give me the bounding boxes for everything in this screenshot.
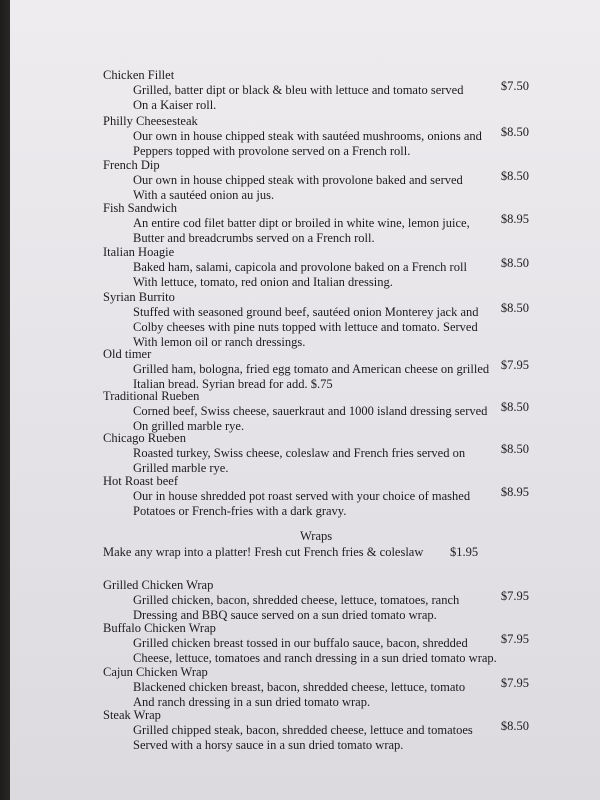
item-price: $7.95 [500, 589, 529, 603]
platter-price: $1.95 [450, 545, 479, 559]
menu-item [103, 389, 533, 434]
item-price: $8.95 [500, 485, 529, 499]
menu-item [103, 474, 533, 519]
item-name: Old timer [103, 347, 152, 361]
menu-item [103, 621, 533, 666]
item-price: $7.95 [500, 358, 529, 372]
menu-item [103, 431, 533, 476]
item-description: Grilled chipped steak, bacon, shredded cheese, lettuce and tomatoes Served with a horsy sauce in a sun dried tomato wrap. [133, 723, 473, 752]
item-name: Hot Roast beef [103, 474, 178, 488]
item-price: $8.50 [500, 169, 529, 183]
item-price: $8.50 [500, 256, 529, 270]
item-name: Chicago Rueben [103, 431, 186, 445]
item-name: Italian Hoagie [103, 245, 175, 259]
item-name: Syrian Burrito [103, 290, 175, 304]
platter-offer [103, 545, 543, 560]
platter-text: Make any wrap into a platter! Fresh cut French fries & coleslaw [103, 545, 424, 559]
menu-item [103, 708, 533, 753]
item-description: Grilled chicken breast tossed in our buffalo sauce, bacon, shredded Cheese, lettuce, tomatoes and ranch dressing in a sun dried tomato wrap. [133, 636, 497, 665]
item-description: Our own in house chipped steak with sautéed mushrooms, onions and Peppers topped with provolone served on a French roll. [133, 129, 482, 158]
menu-item [103, 290, 533, 350]
item-description: An entire cod filet batter dipt or broiled in white wine, lemon juice, Butter and breadcrumbs served on a French roll. [133, 216, 470, 245]
item-description: Corned beef, Swiss cheese, sauerkraut and 1000 island dressing served On grilled marble rye. [133, 404, 488, 433]
item-name: Traditional Rueben [103, 389, 200, 403]
item-price: $8.50 [500, 400, 529, 414]
menu-item [103, 578, 533, 623]
menu-item [103, 665, 533, 710]
item-description: Blackened chicken breast, bacon, shredded cheese, lettuce, tomato And ranch dressing in a sun dried tomato wrap. [133, 680, 466, 709]
item-name: Steak Wrap [103, 708, 161, 722]
item-price: $8.95 [500, 212, 529, 226]
item-name: Grilled Chicken Wrap [103, 578, 214, 592]
item-price: $8.50 [500, 301, 529, 315]
item-price: $7.50 [500, 79, 529, 93]
item-name: Cajun Chicken Wrap [103, 665, 208, 679]
menu-item [103, 114, 533, 159]
item-price: $8.50 [500, 125, 529, 139]
item-description: Grilled, batter dipt or black & bleu with lettuce and tomato served On a Kaiser roll. [133, 83, 464, 112]
menu-item [103, 158, 533, 203]
item-description: Baked ham, salami, capicola and provolone baked on a French roll With lettuce, tomato, red onion and Italian dressing. [133, 260, 467, 289]
item-description: Grilled ham, bologna, fried egg tomato and American cheese on grilled Italian bread. Syrian bread for add. $.75 [133, 362, 490, 391]
menu-page [10, 0, 600, 800]
menu-item [103, 68, 533, 113]
item-name: French Dip [103, 158, 160, 172]
item-price: $8.50 [500, 442, 529, 456]
item-name: Philly Cheesesteak [103, 114, 198, 128]
item-name: Fish Sandwich [103, 201, 177, 215]
item-description: Grilled chicken, bacon, shredded cheese, lettuce, tomatoes, ranch Dressing and BBQ sauce served on a sun dried tomato wrap. [133, 593, 460, 622]
item-description: Our in house shredded pot roast served with your choice of mashed Potatoes or French-fries with a dark gravy. [133, 489, 471, 518]
item-price: $7.95 [500, 676, 529, 690]
item-description: Roasted turkey, Swiss cheese, coleslaw and French fries served on Grilled marble rye. [133, 446, 466, 475]
menu-item [103, 347, 533, 392]
item-name: Chicken Fillet [103, 68, 175, 82]
item-price: $8.50 [500, 719, 529, 733]
item-price: $7.95 [500, 632, 529, 646]
item-description: Our own in house chipped steak with provolone baked and served With a sautéed onion au jus. [133, 173, 463, 202]
item-name: Buffalo Chicken Wrap [103, 621, 216, 635]
section-title-wraps: Wraps [300, 529, 333, 543]
item-description: Stuffed with seasoned ground beef, sautéed onion Monterey jack and Colby cheeses with pine nuts topped with lettuce and tomato. Served With lemon oil or ranch dressings. [133, 305, 479, 349]
menu-item [103, 245, 533, 290]
menu-item [103, 201, 533, 246]
